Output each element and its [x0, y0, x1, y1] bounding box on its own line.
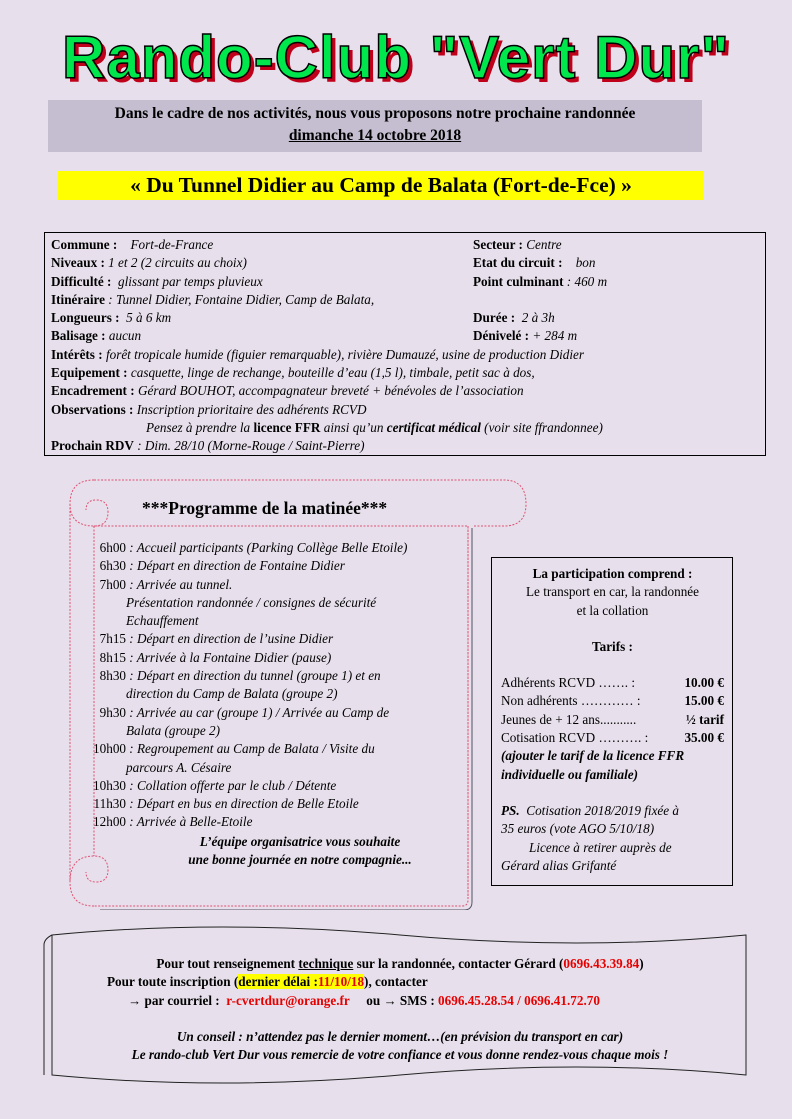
tarif-price: 10.00 € [684, 675, 724, 691]
programme-text: : Départ en bus en direction de Belle Etoile [129, 796, 359, 812]
programme-item [76, 759, 468, 777]
value: Pensez à prendre la [146, 419, 251, 435]
ps-label: PS. [501, 802, 520, 818]
programme-item [76, 612, 468, 630]
value: 5 à 6 km [126, 310, 172, 326]
tarif-label: Adhérents RCVD ……. : [501, 675, 636, 691]
ps-text: Gérard alias Grifanté [501, 857, 617, 873]
medical-certificate: certificat médical [386, 419, 481, 435]
hike-title: « Du Tunnel Didier au Camp de Balata (Fort-de-Fce) » [58, 171, 704, 200]
programme-list [76, 539, 468, 832]
label: Equipement : [51, 365, 128, 381]
programme-text: : Arrivée à la Fontaine Didier (pause) [129, 649, 332, 665]
contact-text: ou → SMS : [366, 992, 435, 1008]
programme-text: : Départ en direction du tunnel (groupe 1) et en [129, 668, 381, 684]
value: Inscription prioritaire des adhérents RCVD [136, 401, 367, 417]
programme-item [76, 777, 468, 795]
participation-title: La participation comprend : [532, 566, 693, 581]
label: Niveaux : [51, 255, 105, 271]
label: Commune : [51, 237, 118, 252]
tarif-price: 35.00 € [684, 730, 724, 746]
tarifs-title: Tarifs : [592, 638, 633, 654]
label: Balisage : [51, 328, 106, 344]
programme-time: 10h00 [93, 741, 126, 757]
programme-time: 6h30 [99, 558, 126, 574]
programme-text: : Départ en direction de l’usine Didier [129, 631, 334, 647]
programme-item [76, 795, 468, 813]
value: casquette, linge de rechange, bouteille d’eau (1,5 l), timbale, petit sac à dos, [130, 365, 535, 381]
programme-time: 6h00 [99, 540, 126, 555]
label: Encadrement : [51, 383, 135, 399]
tarif-note: (ajouter le tarif de la licence FFR [501, 748, 685, 764]
thanks-text: Le rando-club Vert Dur vous remercie de votre confiance et vous donne rendez-vous chaque mois ! [131, 1047, 669, 1063]
programme-text: : Départ en direction de Fontaine Didier [129, 558, 345, 574]
programme-time: 7h15 [99, 631, 126, 647]
tarif-label: Non adhérents ………… : [501, 693, 641, 709]
label: Longueurs : [51, 310, 120, 326]
value: forêt tropicale humide (figuier remarquable), rivière Dumauzé, usine de production Didier [105, 346, 585, 362]
phone-gerard[interactable]: 0696.43.39.84 [563, 956, 640, 971]
programme-item [76, 740, 468, 758]
value: 1 et 2 (2 circuits au choix) [108, 255, 247, 271]
value: Fort-de-France [130, 237, 214, 252]
value: bon [575, 255, 596, 271]
programme-text: : Collation offerte par le club / Détente [129, 777, 337, 793]
label: Etat du circuit : [473, 255, 563, 271]
ps-text: Cotisation 2018/2019 fixée à [526, 802, 680, 818]
info-box [44, 232, 766, 456]
programme-item [76, 576, 468, 594]
programme-item [76, 685, 468, 703]
participation-text: Le transport en car, la randonnée [525, 584, 700, 600]
tarif-row [501, 674, 724, 692]
programme-text: parcours A. Césaire [126, 759, 232, 775]
programme-text: Echauffement [126, 613, 199, 629]
tarif-price: ½ tarif [685, 711, 724, 727]
value: Centre [526, 237, 562, 252]
label: Difficulté : [51, 273, 112, 289]
tarif-rows [501, 674, 724, 747]
deadline-date: 11/10/18 [317, 974, 365, 990]
tarif-note: individuelle ou familiale) [501, 766, 638, 782]
programme-item [76, 813, 468, 831]
programme-text: : Arrivée au tunnel. [129, 576, 233, 592]
programme-time: 7h00 [99, 576, 126, 592]
programme-item [76, 704, 468, 722]
label: Prochain RDV [51, 438, 134, 454]
contact-info [60, 955, 740, 1064]
tarifs-box [491, 557, 733, 886]
programme-wish [150, 833, 450, 870]
programme-time: 12h00 [93, 814, 126, 830]
programme-item [76, 594, 468, 612]
programme-text: : Accueil participants (Parking Collège Belle Etoile) [129, 540, 408, 555]
programme-time: 9h30 [99, 704, 126, 720]
programme-item [76, 722, 468, 740]
license-ffr: licence FFR [253, 419, 321, 435]
ps-text: Licence à retirer auprès de [529, 839, 672, 855]
ps-text: 35 euros (vote AGO 5/10/18) [501, 821, 655, 837]
programme-item [76, 630, 468, 648]
intro-banner [48, 100, 702, 152]
email-link[interactable]: r-cvertdur@orange.fr [226, 992, 350, 1008]
value: (voir site ffrandonnee) [484, 419, 603, 435]
tarif-label: Cotisation RCVD ………. : [501, 730, 649, 746]
hike-date: dimanche 14 octobre 2018 [288, 127, 462, 144]
tarif-row [501, 711, 724, 729]
programme-text: : Regroupement au Camp de Balata / Visite du [129, 741, 375, 757]
label: Point culminant [473, 273, 564, 289]
programme-item [76, 539, 468, 557]
club-title: Rando-Club "Vert Dur" [62, 24, 730, 91]
label: Itinéraire [51, 291, 105, 307]
label: Dénivelé : [473, 328, 530, 344]
intro-text: Dans le cadre de nos activités, nous vous proposons notre prochaine randonnée [114, 105, 636, 122]
value: : 460 m [566, 273, 608, 289]
value: + 284 m [532, 328, 578, 344]
programme-text: direction du Camp de Balata (groupe 2) [126, 686, 338, 702]
label: Intérêts : [51, 346, 103, 362]
programme-text: Balata (groupe 2) [126, 722, 221, 738]
contact-text: ) [639, 956, 644, 971]
value: : Tunnel Didier, Fontaine Didier, Camp de Balata, [108, 291, 375, 307]
tarif-price: 15.00 € [684, 693, 724, 709]
programme-text: : Arrivée à Belle-Etoile [129, 814, 253, 830]
value: aucun [108, 328, 142, 344]
programme-time: 11h30 [93, 796, 126, 812]
contact-text: ), contacter [364, 974, 428, 990]
value: : Dim. 28/10 (Morne-Rouge / Saint-Pierre) [137, 438, 365, 454]
contact-text: Pour tout renseignement [156, 956, 296, 971]
participation-text: et la collation [576, 602, 649, 618]
label: Durée : [473, 310, 516, 326]
contact-emphasis: technique [298, 956, 354, 971]
label: Observations : [51, 401, 134, 417]
value: ainsi qu’un [323, 419, 384, 435]
programme-item [76, 557, 468, 575]
value: glissant par temps pluvieux [118, 273, 263, 289]
tarif-row [501, 692, 724, 710]
sms-phones[interactable]: 0696.45.28.54 / 0696.41.72.70 [438, 992, 600, 1008]
programme-text: : Arrivée au car (groupe 1) / Arrivée au Camp de [129, 704, 390, 720]
contact-text: Pour toute inscription ( [107, 974, 239, 990]
programme-title: ***Programme de la matinée*** [142, 498, 388, 518]
programme-time: 8h15 [99, 649, 126, 665]
value: 2 à 3h [521, 310, 555, 326]
wish-line: une bonne journée en notre compagnie... [188, 852, 412, 868]
deadline-label: dernier délai : [238, 974, 318, 990]
programme-item [76, 649, 468, 667]
advice-text: Un conseil : n’attendez pas le dernier moment…(en prévision du transport en car) [176, 1028, 624, 1044]
tarif-label: Jeunes de + 12 ans........... [501, 711, 637, 727]
label: Secteur : [473, 237, 523, 252]
programme-time: 10h30 [93, 777, 126, 793]
value: Gérard BOUHOT, accompagnateur breveté + bénévoles de l’association [137, 383, 524, 399]
programme-time: 8h30 [99, 668, 126, 684]
programme-text: Présentation randonnée / consignes de sécurité [126, 594, 377, 610]
contact-text: → par courriel : [128, 992, 220, 1008]
tarif-row [501, 729, 724, 747]
contact-text: sur la randonnée, contacter Gérard ( [356, 956, 564, 971]
programme-item [76, 667, 468, 685]
wish-line: L’équipe organisatrice vous souhaite [199, 834, 401, 849]
